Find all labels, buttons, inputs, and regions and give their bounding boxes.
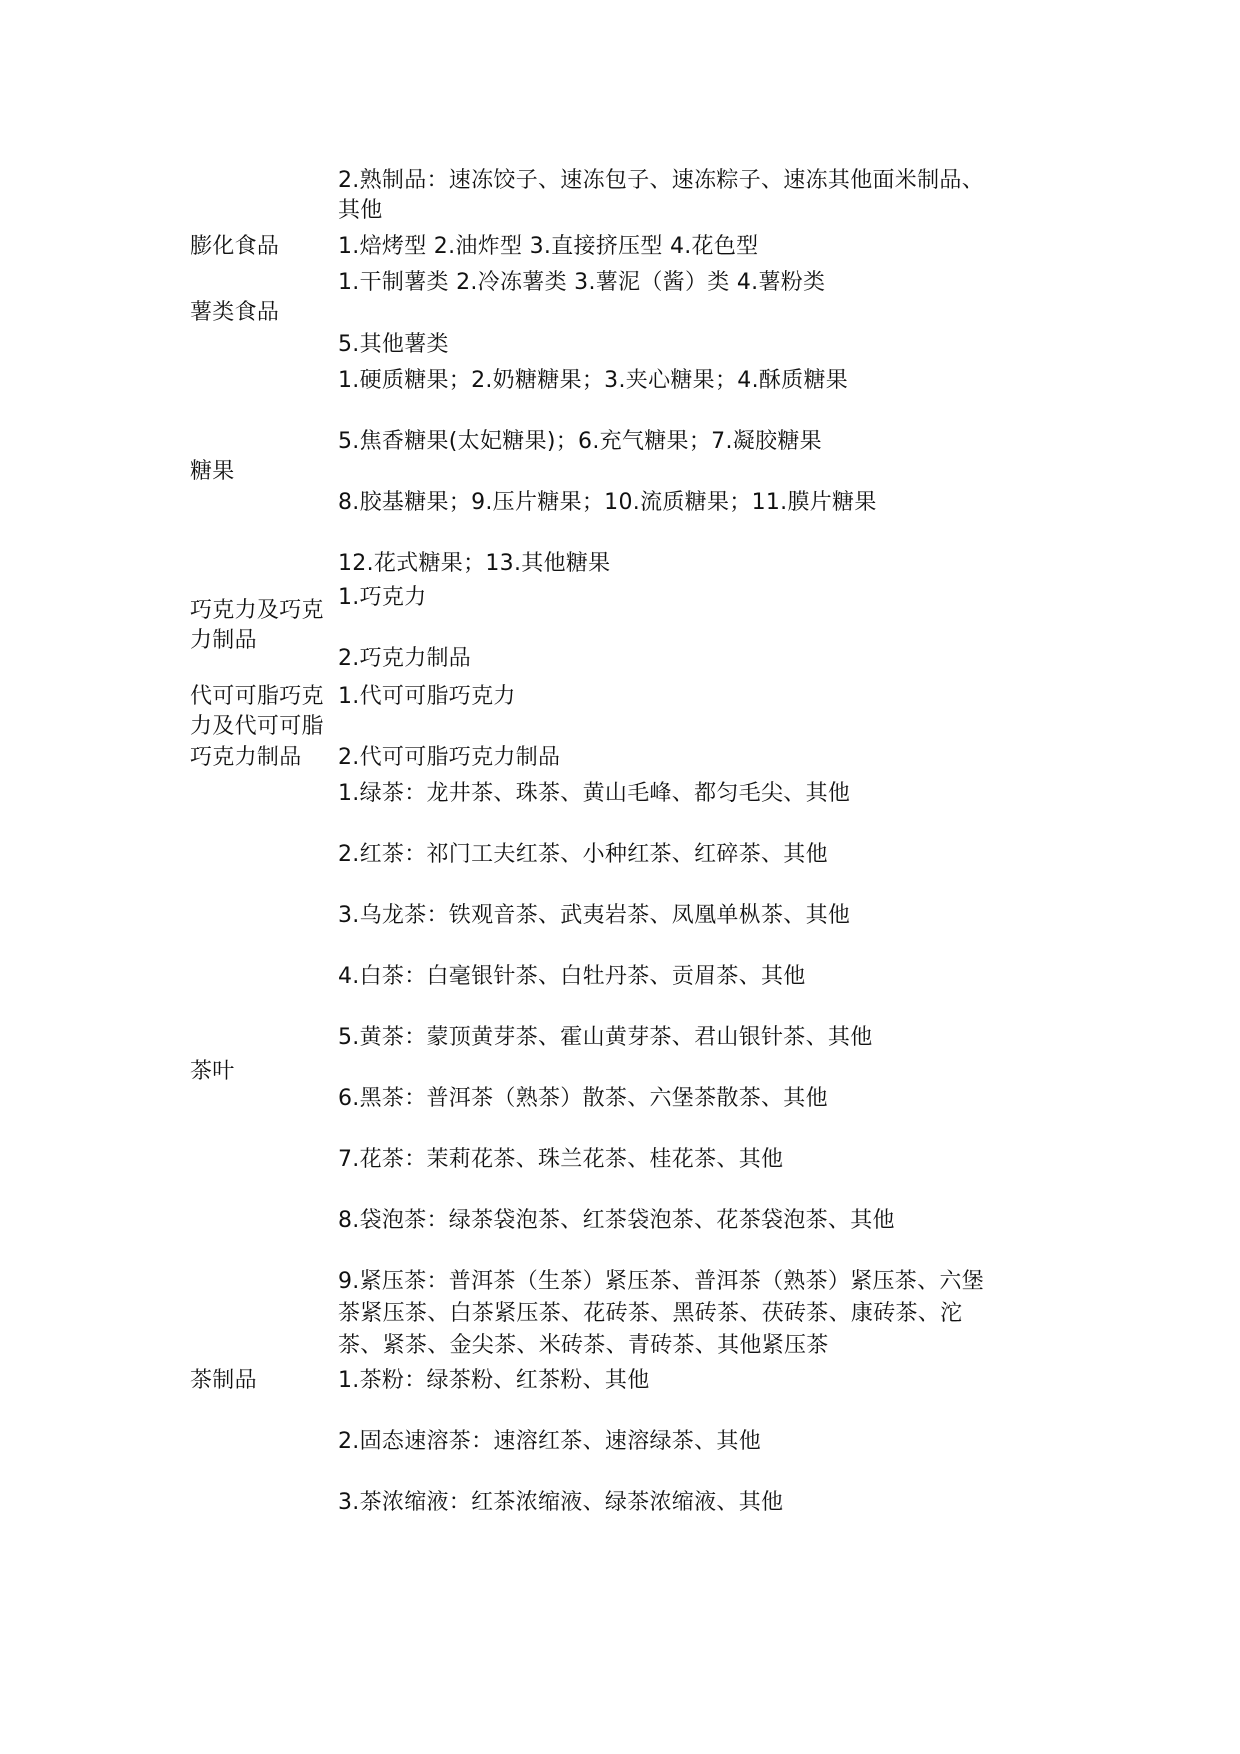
chocolate-item-2: 2.巧克力制品 bbox=[338, 646, 472, 671]
category-chocolate-line-2: 力制品 bbox=[190, 628, 257, 653]
frozen-cooked-item-line-1: 2.熟制品：速冻饺子、速冻包子、速冻粽子、速冻其他面米制品、 bbox=[338, 168, 984, 193]
tea-item-9-line-3: 茶、紧茶、金尖茶、米砖茶、青砖茶、其他紧压茶 bbox=[338, 1333, 829, 1358]
tuber-items-line-2: 5.其他薯类 bbox=[338, 332, 449, 357]
cocoa-butter-substitute-item-2: 2.代可可脂巧克力制品 bbox=[338, 745, 561, 770]
tea-item-7: 7.花茶：茉莉花茶、珠兰花茶、桂花茶、其他 bbox=[338, 1147, 784, 1172]
category-tuber-food: 薯类食品 bbox=[190, 300, 280, 325]
candy-items-line-3: 8.胶基糖果；9.压片糖果；10.流质糖果；11.膜片糖果 bbox=[338, 490, 877, 515]
tea-item-3: 3.乌龙茶：铁观音茶、武夷岩茶、凤凰单枞茶、其他 bbox=[338, 903, 851, 928]
category-cocoa-butter-substitute-line-1: 代可可脂巧克 bbox=[190, 684, 324, 709]
tea-item-9-line-2: 茶紧压茶、白茶紧压茶、花砖茶、黑砖茶、茯砖茶、康砖茶、沱 bbox=[338, 1301, 963, 1326]
category-candy: 糖果 bbox=[190, 459, 235, 484]
cocoa-butter-substitute-item-1: 1.代可可脂巧克力 bbox=[338, 684, 516, 709]
tea-item-6: 6.黑茶：普洱茶（熟茶）散茶、六堡茶散茶、其他 bbox=[338, 1086, 828, 1111]
tea-item-2: 2.红茶：祁门工夫红茶、小种红茶、红碎茶、其他 bbox=[338, 842, 828, 867]
tea-products-item-1: 1.茶粉：绿茶粉、红茶粉、其他 bbox=[338, 1368, 650, 1393]
category-tea-products: 茶制品 bbox=[190, 1368, 257, 1393]
chocolate-item-1: 1.巧克力 bbox=[338, 585, 427, 610]
tea-item-8: 8.袋泡茶：绿茶袋泡茶、红茶袋泡茶、花茶袋泡茶、其他 bbox=[338, 1208, 895, 1233]
frozen-cooked-item-line-2: 其他 bbox=[338, 198, 383, 223]
category-cocoa-butter-substitute-line-3: 巧克力制品 bbox=[190, 745, 302, 770]
puffed-food-items: 1.焙烤型 2.油炸型 3.直接挤压型 4.花色型 bbox=[338, 234, 759, 259]
candy-items-line-1: 1.硬质糖果；2.奶糖糖果；3.夹心糖果；4.酥质糖果 bbox=[338, 368, 849, 393]
tuber-items-line-1: 1.干制薯类 2.冷冻薯类 3.薯泥（酱）类 4.薯粉类 bbox=[338, 270, 826, 295]
category-tea: 茶叶 bbox=[190, 1059, 235, 1084]
tea-products-item-2: 2.固态速溶茶：速溶红茶、速溶绿茶、其他 bbox=[338, 1429, 761, 1454]
tea-item-4: 4.白茶：白毫银针茶、白牡丹茶、贡眉茶、其他 bbox=[338, 964, 806, 989]
category-chocolate-line-1: 巧克力及巧克 bbox=[190, 598, 324, 623]
tea-item-9-line-1: 9.紧压茶：普洱茶（生茶）紧压茶、普洱茶（熟茶）紧压茶、六堡 bbox=[338, 1269, 984, 1294]
category-puffed-food: 膨化食品 bbox=[190, 234, 280, 259]
tea-item-5: 5.黄茶：蒙顶黄芽茶、霍山黄芽茶、君山银针茶、其他 bbox=[338, 1025, 873, 1050]
tea-item-1: 1.绿茶：龙井茶、珠茶、黄山毛峰、都匀毛尖、其他 bbox=[338, 781, 851, 806]
candy-items-line-4: 12.花式糖果；13.其他糖果 bbox=[338, 551, 611, 576]
tea-products-item-3: 3.茶浓缩液：红茶浓缩液、绿茶浓缩液、其他 bbox=[338, 1490, 784, 1515]
category-cocoa-butter-substitute-line-2: 力及代可可脂 bbox=[190, 714, 324, 739]
candy-items-line-2: 5.焦香糖果(太妃糖果)；6.充气糖果；7.凝胶糖果 bbox=[338, 429, 822, 454]
